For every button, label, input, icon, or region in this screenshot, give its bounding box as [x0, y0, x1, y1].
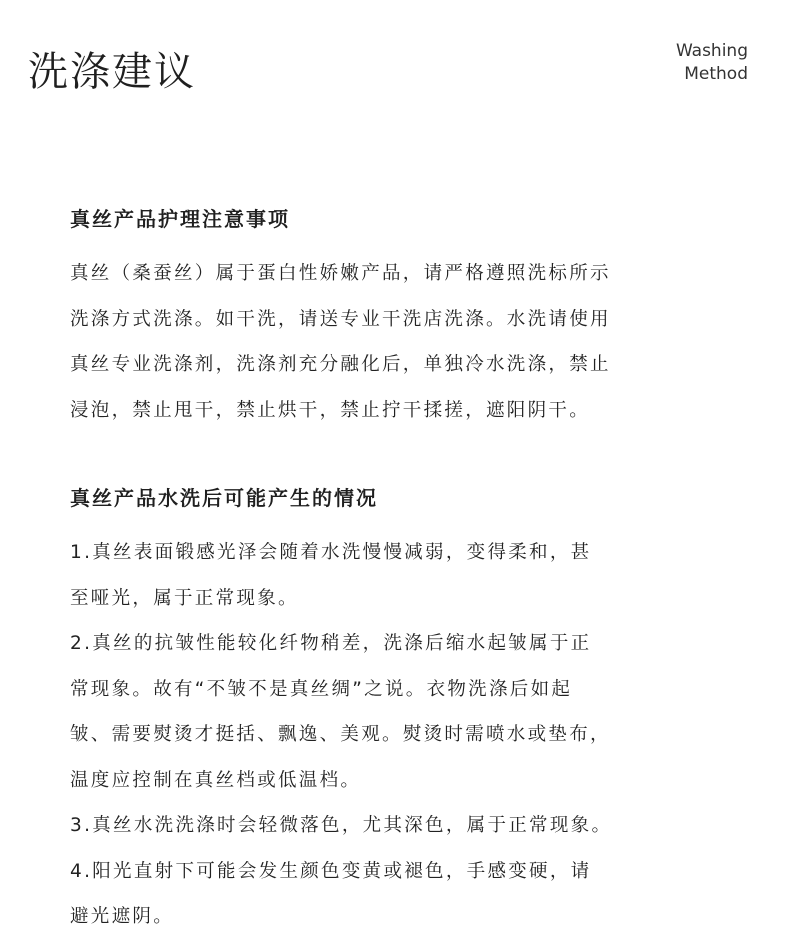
after-wash-line: 常现象。故有“不皱不是真丝绸”之说。衣物洗涤后如起: [70, 678, 573, 700]
after-wash-line: 2.真丝的抗皱性能较化纤物稍差，洗涤后缩水起皱属于正: [70, 633, 592, 654]
care-notes-line: 真丝（桑蚕丝）属于蛋白性娇嫩产品，请严格遵照洗标所示: [70, 263, 611, 284]
after-wash-line: 1.真丝表面锻感光泽会随着水洗慢慢减弱，变得柔和，甚: [70, 542, 592, 563]
care-notes-line: 洗涤方式洗涤。如干洗，请送专业干洗店洗涤。水洗请使用: [70, 308, 611, 330]
after-wash-line: 3.真丝水洗洗涤时会轻微落色，尤其深色，属于正常现象。: [70, 815, 613, 836]
after-wash-line: 皱、需要熨烫才挺括、飘逸、美观。熨烫时需喷水或垫布，: [70, 724, 611, 745]
subtitle-line-washing: Washing: [675, 41, 748, 61]
after-wash-heading: 真丝产品水洗后可能产生的情况: [70, 486, 378, 510]
after-wash-section: [70, 484, 750, 940]
page-subtitle: [676, 40, 748, 86]
after-wash-line: 4.阳光直射下可能会发生颜色变黄或褪色，手感变硬，请: [70, 860, 592, 882]
care-notes-heading: 真丝产品护理注意事项: [70, 207, 290, 231]
after-wash-list: [70, 530, 750, 940]
care-notes-section: [70, 205, 750, 433]
after-wash-line: 至哑光，属于正常现象。: [70, 587, 299, 609]
page-title: 洗涤建议: [28, 49, 196, 95]
after-wash-line: 温度应控制在真丝档或低温档。: [70, 769, 362, 791]
care-notes-line: 真丝专业洗涤剂，洗涤剂充分融化后，单独冷水洗涤，禁止: [70, 354, 611, 375]
subtitle-line-method: Method: [684, 64, 748, 84]
after-wash-line: 避光遮阴。: [70, 906, 175, 927]
care-notes-paragraph: [70, 251, 750, 433]
care-notes-line: 浸泡，禁止甩干，禁止烘干，禁止拧干揉搓，遮阳阴干。: [70, 399, 591, 421]
